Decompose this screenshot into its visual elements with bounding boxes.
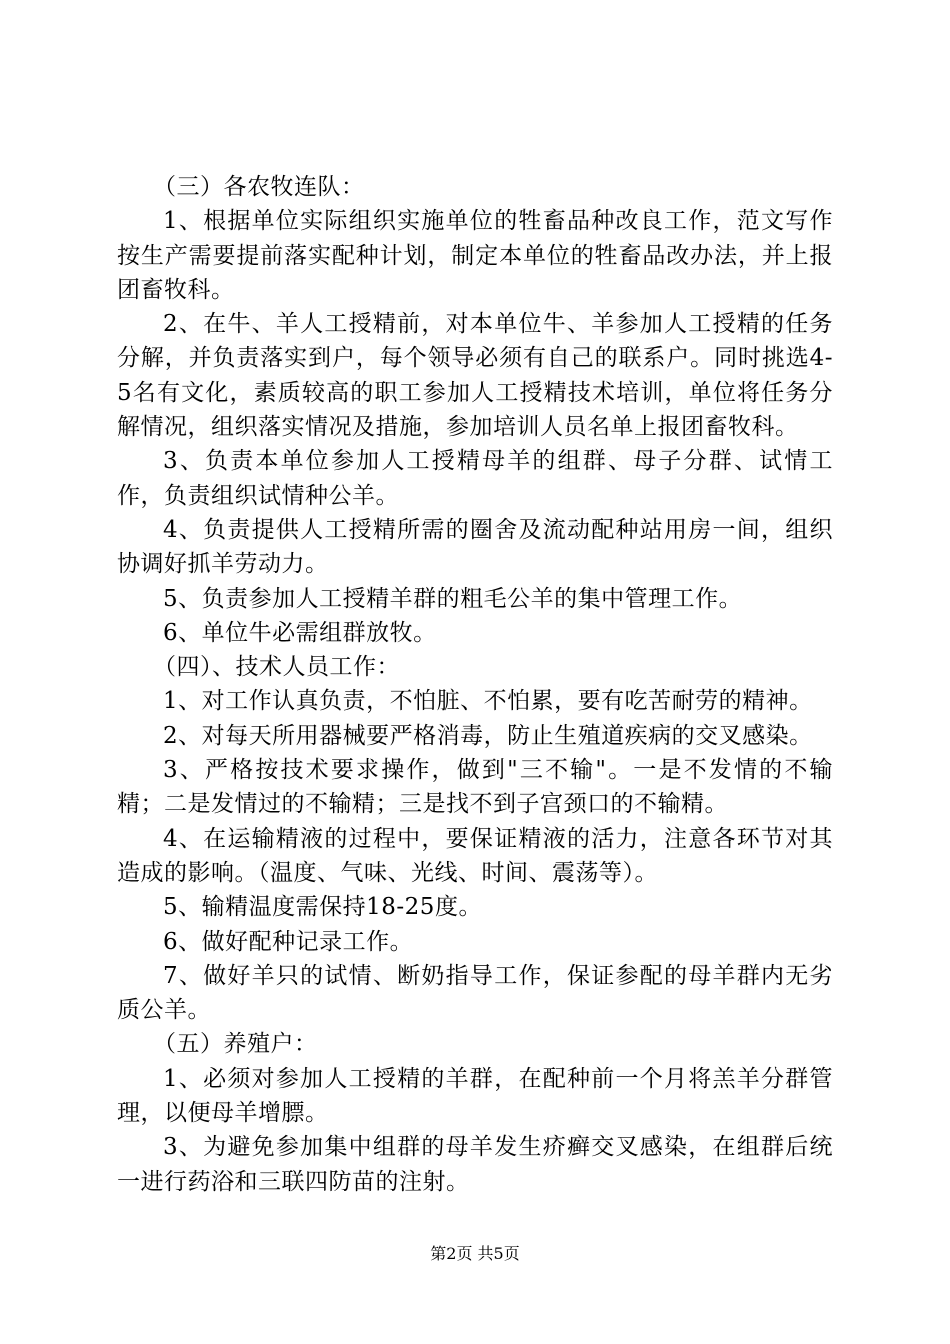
document-body [117,170,833,1199]
paragraph: 1、必须对参加人工授精的羊群，在配种前一个月将羔羊分群管理，以便母羊增膘。 [117,1065,833,1127]
page-number-label: 第2页 共5页 [430,1244,520,1263]
section-heading-5: （五）养殖户： [153,1031,318,1058]
paragraph: 3、为避免参加集中组群的母羊发生疥癣交叉感染，在组群后统一进行药浴和三联四防苗的注射。 [117,1134,833,1195]
paragraph: 3、负责本单位参加人工授精母羊的组群、母子分群、试情工作，负责组织试情种公羊。 [117,448,833,509]
paragraph: 1、对工作认真负责，不怕脏、不怕累，要有吃苦耐劳的精神。 [163,688,813,715]
paragraph: 6、做好配种记录工作。 [163,928,414,955]
paragraph: 7、做好羊只的试情、断奶指导工作，保证参配的母羊群内无劣质公羊。 [117,962,833,1024]
paragraph: 4、在运输精液的过程中，要保证精液的活力，注意各环节对其造成的影响。（温度、气味、光线、时间、震荡等）。 [117,825,833,886]
paragraph: 1、根据单位实际组织实施单位的牲畜品种改良工作，范文写作按生产需要提前落实配种计划，制定本单位的牲畜品改办法，并上报团畜牧科。 [117,208,833,303]
paragraph: 4、负责提供人工授精所需的圈舍及流动配种站用房一间，组织协调好抓羊劳动力。 [117,516,833,578]
section-heading-4: （四）、技术人员工作： [153,654,400,681]
page-footer [0,1244,950,1264]
paragraph: 5、负责参加人工授精羊群的粗毛公羊的集中管理工作。 [163,585,743,612]
paragraph: 3、严格按技术要求操作，做到"三不输"。一是不发情的不输精；二是发情过的不输精；三是找不到子宫颈口的不输精。 [117,757,833,818]
section-heading-3: （三）各农牧连队： [153,174,365,200]
paragraph: 2、对每天所用器械要严格消毒，防止生殖道疾病的交叉感染。 [163,722,813,749]
paragraph: 5、输精温度需保持18-25度。 [163,894,482,921]
paragraph: 6、单位牛必需组群放牧。 [163,619,437,646]
paragraph: 2、在牛、羊人工授精前，对本单位牛、羊参加人工授精的任务分解，并负责落实到户，每个领导必须有自己的联系户。同时挑选4-5名有文化，素质较高的职工参加人工授精技术培训，单位将任务分解情况，组织落实情况及措施，参加培训人员名单上报团畜牧科。 [117,311,833,441]
